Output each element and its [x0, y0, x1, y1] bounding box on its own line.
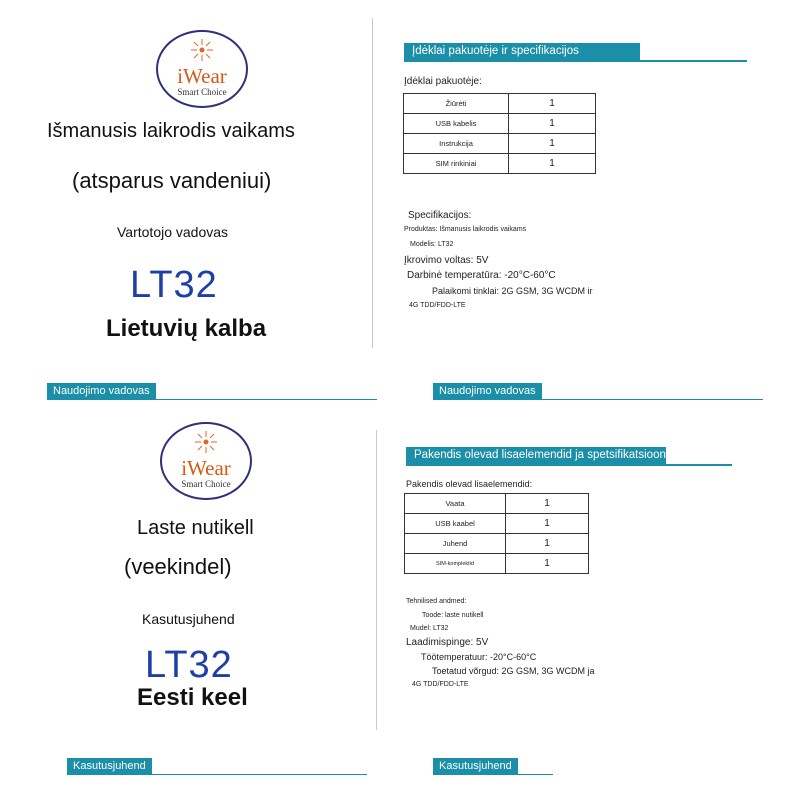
lt-package-label: Įdėklai pakuotėje: — [404, 76, 482, 87]
lt-spec-label: Specifikacijos: — [408, 210, 472, 221]
table-row — [405, 514, 589, 534]
lt-spec-header-rule — [404, 60, 747, 62]
package-item: Juhend — [405, 534, 506, 554]
package-item: SIM rinkiniai — [404, 154, 509, 174]
lt-package-table — [403, 93, 596, 174]
lt-spec-voltage: Įkrovimo voltas: 5V — [404, 255, 489, 266]
lt-spec-networks-2: 4G TDD/FDD-LTE — [409, 302, 466, 309]
bottom-page-divider — [376, 430, 377, 730]
et-spec-product: Toode: laste nutikell — [422, 612, 484, 619]
brand-name: iWear — [181, 456, 231, 480]
package-qty: 1 — [509, 114, 596, 134]
iwear-logo — [160, 422, 252, 500]
table-row — [404, 134, 596, 154]
et-cover-subtitle: (veekindel) — [124, 554, 232, 579]
et-spec-footer-line — [433, 774, 553, 775]
et-spec-footer-tab: Kasutusjuhend — [433, 758, 518, 774]
package-item: SIM-komplektid — [405, 554, 506, 574]
lt-spec-product: Produktas: Išmanusis laikrodis vaikams — [404, 226, 527, 233]
package-qty: 1 — [506, 554, 589, 574]
et-package-label: Pakendis olevad lisaelemendid: — [406, 479, 533, 489]
lt-spec-networks: Palaikomi tinklai: 2G GSM, 3G WCDM ir — [432, 286, 593, 296]
lt-model: LT32 — [130, 264, 218, 306]
package-item: Instrukcija — [404, 134, 509, 154]
table-row — [404, 94, 596, 114]
et-spec-voltage: Laadimispinge: 5V — [406, 637, 489, 648]
lt-spec-model: Modelis: LT32 — [410, 241, 454, 248]
sunburst-icon — [194, 430, 218, 454]
table-row — [404, 154, 596, 174]
et-spec-header: Pakendis olevad lisaelemendid ja spetsifikatsioonid — [406, 447, 666, 464]
table-row — [405, 494, 589, 514]
lt-spec-temperature: Darbinė temperatūra: -20°C-60°C — [407, 270, 556, 281]
et-language: Eesti keel — [137, 684, 248, 711]
lt-cover-subtitle: (atsparus vandeniui) — [72, 168, 272, 193]
et-model: LT32 — [145, 644, 233, 686]
et-spec-model: Mudel: LT32 — [410, 625, 449, 632]
lt-spec-footer-tab: Naudojimo vadovas — [433, 383, 542, 399]
lt-language: Lietuvių kalba — [106, 315, 267, 342]
brand-tagline: Smart Choice — [181, 479, 231, 489]
brand-tagline: Smart Choice — [177, 87, 227, 97]
package-qty: 1 — [506, 514, 589, 534]
lt-cover-title: Išmanusis laikrodis vaikams — [47, 120, 295, 142]
top-page-divider — [372, 18, 373, 348]
lt-spec-footer-line — [433, 399, 763, 400]
package-item: Vaata — [405, 494, 506, 514]
package-qty: 1 — [509, 134, 596, 154]
table-row — [405, 554, 589, 574]
et-spec-networks: Toetatud võrgud: 2G GSM, 3G WCDM ja — [432, 666, 595, 676]
et-spec-header-rule — [406, 464, 732, 466]
sunburst-icon — [190, 38, 214, 62]
package-qty: 1 — [509, 94, 596, 114]
package-item: USB kaabel — [405, 514, 506, 534]
package-qty: 1 — [509, 154, 596, 174]
package-item: USB kabelis — [404, 114, 509, 134]
lt-spec-header: Įdėklai pakuotėje ir specifikacijos — [404, 43, 640, 60]
table-row — [404, 114, 596, 134]
et-package-table — [404, 493, 589, 574]
et-spec-temperature: Töötemperatuur: -20°C-60°C — [421, 652, 537, 662]
package-item: Žiūrėti — [404, 94, 509, 114]
package-qty: 1 — [506, 534, 589, 554]
et-manual-label: Kasutusjuhend — [142, 611, 235, 627]
et-cover-footer-line — [67, 774, 367, 775]
brand-name: iWear — [177, 64, 227, 88]
lt-cover-footer-tab: Naudojimo vadovas — [47, 383, 156, 399]
lt-manual-label: Vartotojo vadovas — [117, 224, 229, 240]
et-spec-networks-2: 4G TDD/FDD-LTE — [412, 681, 469, 688]
package-qty: 1 — [506, 494, 589, 514]
table-row — [405, 534, 589, 554]
et-spec-label: Tehnilised andmed: — [406, 598, 467, 605]
iwear-logo — [156, 30, 248, 108]
lt-cover-footer-line — [47, 399, 377, 400]
et-cover-footer-tab: Kasutusjuhend — [67, 758, 152, 774]
et-cover-title: Laste nutikell — [137, 517, 254, 539]
